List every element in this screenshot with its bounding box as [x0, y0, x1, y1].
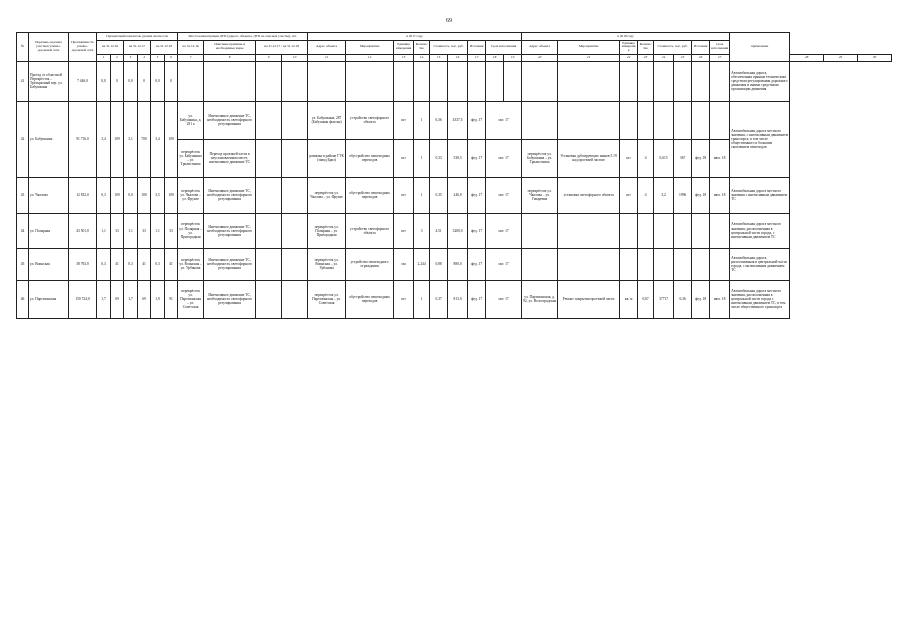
table-row: 44 ул. Полярная 43 501,0 1,1 33 1,1 33 1,1 33 перекрёсток ул. Полярная – ул. Пригородная Интенсивное движение ТС, необходимость светофорного регулирования перекрёсток ул. Полярная – ул. Пригородная устройство светофорного объекта шт 3 4,51 3200,0 фед. 17 окт. 17 Автомобильная дорога местного значения, расположенная в центральной части города, с интенсивным движением ТС: [17, 213, 892, 248]
table-row: перекрёсток ул. Бабушкина – ул. Трилистника Переход проезжей части в неустановленном месте, интенсивное движение ТС развязка в районе ГТК (завод Бриз) обустройство пешеходных переходов шт 1 0,33 538,5 фед. 17 окт. 17 перекрёсток ул. Бабушкина – ул. Трилистника Установка дублирующих знаков 5.19 над проезжей частью шт 4 0,615 367 фед. 18 июл. 18: [17, 139, 892, 177]
col-deadline-2017: Срок исполнения: [486, 41, 522, 55]
col-street-header: Перечень опасных участков улично-дорожной сети: [29, 33, 69, 62]
col-source-2017: Источник: [468, 41, 486, 55]
table-row: 43 ул. Чкалова 12 832,0 0,3 100 0,0 100 3,5 100 перекрёсток ул. Чкалова – ул. Фрунзе Интенсивное движение ТС, необходимость светофорного регулирования перекрёсток ул. Чкалова – ул. Фрунзе обустройство пешеходных переходов шт 1 0,35 246,0 фед. 17 окт. 17 перекрёсток ул. Чкалова – ул. Гмыревиа установка светофорного объекта шт 4 3,2 1996 фед. 18 июл. 18 Автомобильная дорога местного значения с интенсивным движением ТС: [17, 177, 892, 213]
col-length-header: Протяжённость улично-дорожной сети: [69, 33, 97, 62]
col-cost-2017: Стоимость, тыс. руб.: [430, 41, 468, 55]
col-unit-2018: Единица измерения: [620, 41, 638, 55]
table-row: 41 Проезд от областной Перекрёсток – Трёхкратный пер. ул. Бабушкина 7 446,0 0,0 0 0,0 0 0,0 0 Автомобильная дорога, обеспеченная прямым техническим средством регулирования дорожного движения и иными средствами организации движения: [17, 61, 892, 101]
col-measures-2017-header: в 2017 году: [308, 33, 522, 41]
col-year-3: на 31.12.18: [151, 41, 178, 55]
col-qty-2018: Количество: [638, 41, 654, 55]
col-pct-header: Процентный показатель уровня опасности: [97, 33, 178, 41]
col-dtp-sub3: на 31.12.17 / на 31.12.18: [256, 41, 308, 55]
col-object-2017: Адрес объекта: [308, 41, 346, 55]
table-row: 42 ул. Бабушкина 91 716,0 3,4 109 3,1 700 3,4 100 ул. Бабушкина, д. 291 а Интенсивное движение ТС, необходимость светофорного регулирования ул. Бабушкина, 287 (Бабушкин фонтан) устройство светофорного объекта шт 1 6,36 4337,5 фед. 17 окт. 17 Автомобильная дорога местного значения, с интенсивным движением транспорта, в том числе общественного и большим скоплением пешеходов: [17, 101, 892, 139]
col-object-2018: Адрес объекта: [522, 41, 558, 55]
col-unit-2017: Единица измерения: [394, 41, 414, 55]
col-dtp-header: Места концентрации ДТП (адреса, объекты, ДТП на опасном участке), шт.: [178, 33, 308, 41]
col-note-header: примечание: [730, 33, 790, 62]
col-num-header: №: [17, 33, 29, 62]
col-measure-2017: Мероприятие: [346, 41, 394, 55]
col-deadline-2018: Срок исполнения: [710, 41, 730, 55]
col-year-1: на 31.12.16: [97, 41, 124, 55]
table-row: 46 ул. Партизанская 150 724,0 1,7 69 1,7 69 1,9 91 перекрёсток ул. Партизанская – ул. Советская Интенсивное движение ТС, необходимость светофорного регулирования перекрёсток ул. Партизанская – ул. Советская обустройство пешеходных переходов шт 1 0,37 813,0 фед. 17 окт. 17 ул. Партизанская, д. 92, ул. Волгоградская Ремонт покрытия проезжей части кв. м 0,67 37717 6,36 фед. 18 июл. 18 Автомобильная дорога местного значения, расположенная в центральной части города с интенсивным движением ТС, в том числе общественного транспорта: [17, 280, 892, 318]
col-dtp-sub1: на 31.12.16: [178, 41, 204, 55]
page-number: 69: [446, 18, 452, 24]
hazard-sites-table: [16, 32, 892, 319]
table-row: 45 ул. Воинская 38 792,0 0,3 41 0,3 41 0,3 41 перекрёсток ул. Воинская – ул. Урбанова Интенсивное движение ТС, необходимость светофорного регулирования перекрёсток ул. Воинская – ул. Урбанова устройство пешеходного ограждения пм 2,244 0,88 880,0 фед. 17 окт. 17 Автомобильная дорога, расположенная в центральной части города, с интенсивным движением ТС: [17, 248, 892, 280]
col-year-2: на 31.12.17: [124, 41, 151, 55]
col-dtp-desc: Описание причины и необходимые меры: [204, 41, 256, 55]
col-measures-2018-header: в 2018 году: [522, 33, 730, 41]
col-measure-2018: Мероприятие: [558, 41, 620, 55]
col-cost-2018: Стоимость, тыс. руб.: [654, 41, 692, 55]
column-index-row: 1 2 3 4 5 6 7 8 9 10 11 12 13 14 15 16 17 18 19 20 21 22 23 24 25 26 27 28 29 30: [17, 54, 892, 61]
col-qty-2017: Количество: [414, 41, 430, 55]
col-source-2018: Источник: [692, 41, 710, 55]
